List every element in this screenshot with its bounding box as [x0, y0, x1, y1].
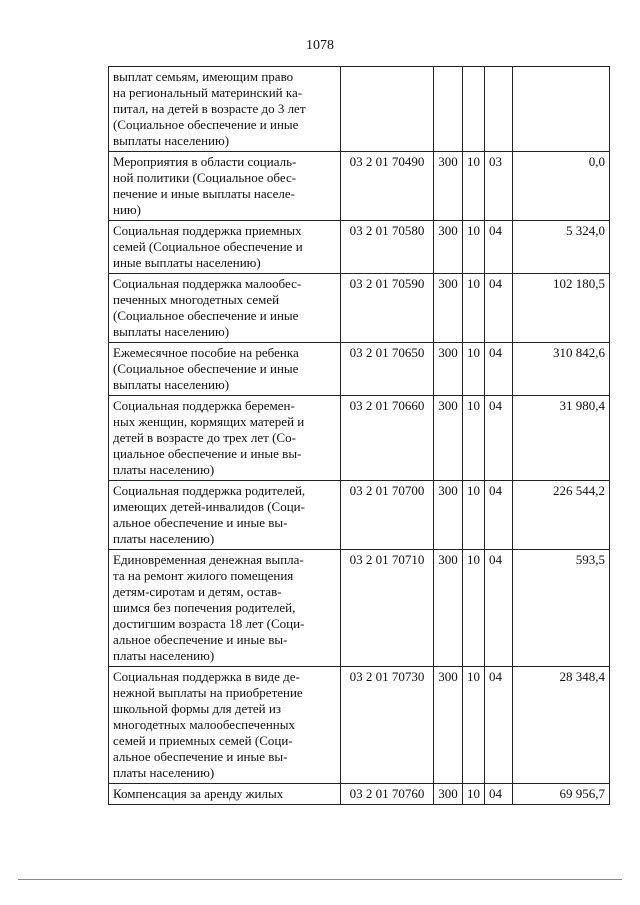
row-name-line: альное обеспечение и иные вы-	[113, 515, 288, 530]
row-name-line: иные выплаты населению)	[113, 255, 261, 270]
row-name-line: Социальная поддержка приемных	[113, 223, 302, 238]
row-name-line: та на ремонт жилого помещения	[113, 568, 294, 583]
row-name-line: ных женщин, кормящих матерей и	[113, 414, 305, 429]
row-code: 03 2 01 70590	[341, 274, 434, 343]
row-name-line: Социальная поддержка беремен-	[113, 398, 295, 413]
row-name-line: выплаты населению)	[113, 377, 230, 392]
row-subsection: 04	[485, 667, 513, 784]
row-name-line: платы населению)	[113, 531, 215, 546]
row-name	[109, 481, 341, 550]
row-name	[109, 343, 341, 396]
row-name-line: шимся без попечения родителей,	[113, 600, 296, 615]
row-name-line: Мероприятия в области социаль-	[113, 154, 297, 169]
footer-rule	[18, 879, 622, 880]
row-expense-type: 300	[434, 396, 463, 481]
row-name-line: многодетных малообеспеченных	[113, 717, 295, 732]
row-code: 03 2 01 70580	[341, 221, 434, 274]
table-row	[109, 667, 610, 784]
table-row	[109, 550, 610, 667]
row-subsection	[485, 67, 513, 152]
row-expense-type: 300	[434, 221, 463, 274]
page-number: 1078	[306, 38, 334, 53]
row-expense-type: 300	[434, 784, 463, 805]
row-name-line: Компенсация за аренду жилых	[113, 786, 284, 801]
row-expense-type: 300	[434, 667, 463, 784]
row-name-line: выплаты населению)	[113, 324, 230, 339]
row-name-line: достигшим возраста 18 лет (Соци-	[113, 616, 305, 631]
row-code: 03 2 01 70760	[341, 784, 434, 805]
row-section: 10	[463, 550, 485, 667]
row-name	[109, 550, 341, 667]
row-subsection: 04	[485, 784, 513, 805]
row-name-line: альное обеспечение и иные вы-	[113, 749, 288, 764]
row-expense-type	[434, 67, 463, 152]
row-name	[109, 274, 341, 343]
row-name-line: детей в возрасте до трех лет (Со-	[113, 430, 296, 445]
row-section: 10	[463, 396, 485, 481]
row-subsection: 04	[485, 343, 513, 396]
row-name-line: печенных многодетных семей	[113, 292, 280, 307]
row-subsection: 04	[485, 550, 513, 667]
row-name-line: Единовременная денежная выпла-	[113, 552, 304, 567]
row-name-line: (Социальное обеспечение и иные	[113, 308, 299, 323]
table-row	[109, 784, 610, 805]
row-name	[109, 221, 341, 274]
row-name-line: выплаты населению)	[113, 133, 230, 148]
row-subsection: 04	[485, 221, 513, 274]
row-name-line: имеющих детей-инвалидов (Соци-	[113, 499, 305, 514]
row-name	[109, 667, 341, 784]
row-subsection: 04	[485, 274, 513, 343]
row-amount: 69 956,7	[513, 784, 610, 805]
row-section: 10	[463, 784, 485, 805]
row-subsection: 04	[485, 481, 513, 550]
row-name-line: альное обеспечение и иные вы-	[113, 632, 288, 647]
row-subsection: 03	[485, 152, 513, 221]
row-code: 03 2 01 70700	[341, 481, 434, 550]
row-code: 03 2 01 70660	[341, 396, 434, 481]
row-amount: 28 348,4	[513, 667, 610, 784]
table-row	[109, 343, 610, 396]
row-expense-type: 300	[434, 343, 463, 396]
row-code: 03 2 01 70710	[341, 550, 434, 667]
row-name-line: на региональный материнский ка-	[113, 85, 303, 100]
row-amount: 102 180,5	[513, 274, 610, 343]
table-row	[109, 67, 610, 152]
table-row	[109, 396, 610, 481]
row-section	[463, 67, 485, 152]
row-section: 10	[463, 343, 485, 396]
row-name-line: детям-сиротам и детям, остав-	[113, 584, 282, 599]
row-section: 10	[463, 667, 485, 784]
row-name	[109, 152, 341, 221]
row-section: 10	[463, 481, 485, 550]
row-name-line: (Социальное обеспечение и иные	[113, 117, 299, 132]
row-subsection: 04	[485, 396, 513, 481]
row-amount: 0,0	[513, 152, 610, 221]
row-name-line: Ежемесячное пособие на ребенка	[113, 345, 299, 360]
row-expense-type: 300	[434, 550, 463, 667]
table-row	[109, 221, 610, 274]
row-section: 10	[463, 221, 485, 274]
row-name-line: Социальная поддержка родителей,	[113, 483, 306, 498]
row-name-line: циальное обеспечение и иные вы-	[113, 446, 302, 461]
table-row	[109, 152, 610, 221]
row-name-line: платы населению)	[113, 648, 215, 663]
row-code: 03 2 01 70730	[341, 667, 434, 784]
row-name-line: ной политики (Социальное обес-	[113, 170, 297, 185]
row-name	[109, 396, 341, 481]
row-name-line: печение и иные выплаты населе-	[113, 186, 295, 201]
row-code	[341, 67, 434, 152]
row-name-line: платы населению)	[113, 765, 215, 780]
row-name-line: выплат семьям, имеющим право	[113, 69, 294, 84]
row-section: 10	[463, 274, 485, 343]
row-name-line: семей (Социальное обеспечение и	[113, 239, 303, 254]
row-name-line: школьной формы для детей из	[113, 701, 281, 716]
row-amount	[513, 67, 610, 152]
row-name-line: платы населению)	[113, 462, 215, 477]
row-section: 10	[463, 152, 485, 221]
row-expense-type: 300	[434, 481, 463, 550]
row-amount: 31 980,4	[513, 396, 610, 481]
row-name	[109, 67, 341, 152]
row-amount: 226 544,2	[513, 481, 610, 550]
row-name-line: семей и приемных семей (Соци-	[113, 733, 293, 748]
table-row	[109, 481, 610, 550]
budget-table	[108, 66, 610, 805]
row-amount: 310 842,6	[513, 343, 610, 396]
row-code: 03 2 01 70650	[341, 343, 434, 396]
row-amount: 593,5	[513, 550, 610, 667]
row-amount: 5 324,0	[513, 221, 610, 274]
row-name-line: нию)	[113, 202, 141, 217]
row-expense-type: 300	[434, 152, 463, 221]
row-name	[109, 784, 341, 805]
row-expense-type: 300	[434, 274, 463, 343]
row-name-line: Социальная поддержка малообес-	[113, 276, 302, 291]
row-name-line: Социальная поддержка в виде де-	[113, 669, 300, 684]
row-name-line: (Социальное обеспечение и иные	[113, 361, 299, 376]
table-row	[109, 274, 610, 343]
row-name-line: питал, на детей в возрасте до 3 лет	[113, 101, 306, 116]
row-name-line: нежной выплаты на приобретение	[113, 685, 303, 700]
row-code: 03 2 01 70490	[341, 152, 434, 221]
budget-table-body	[109, 67, 610, 805]
